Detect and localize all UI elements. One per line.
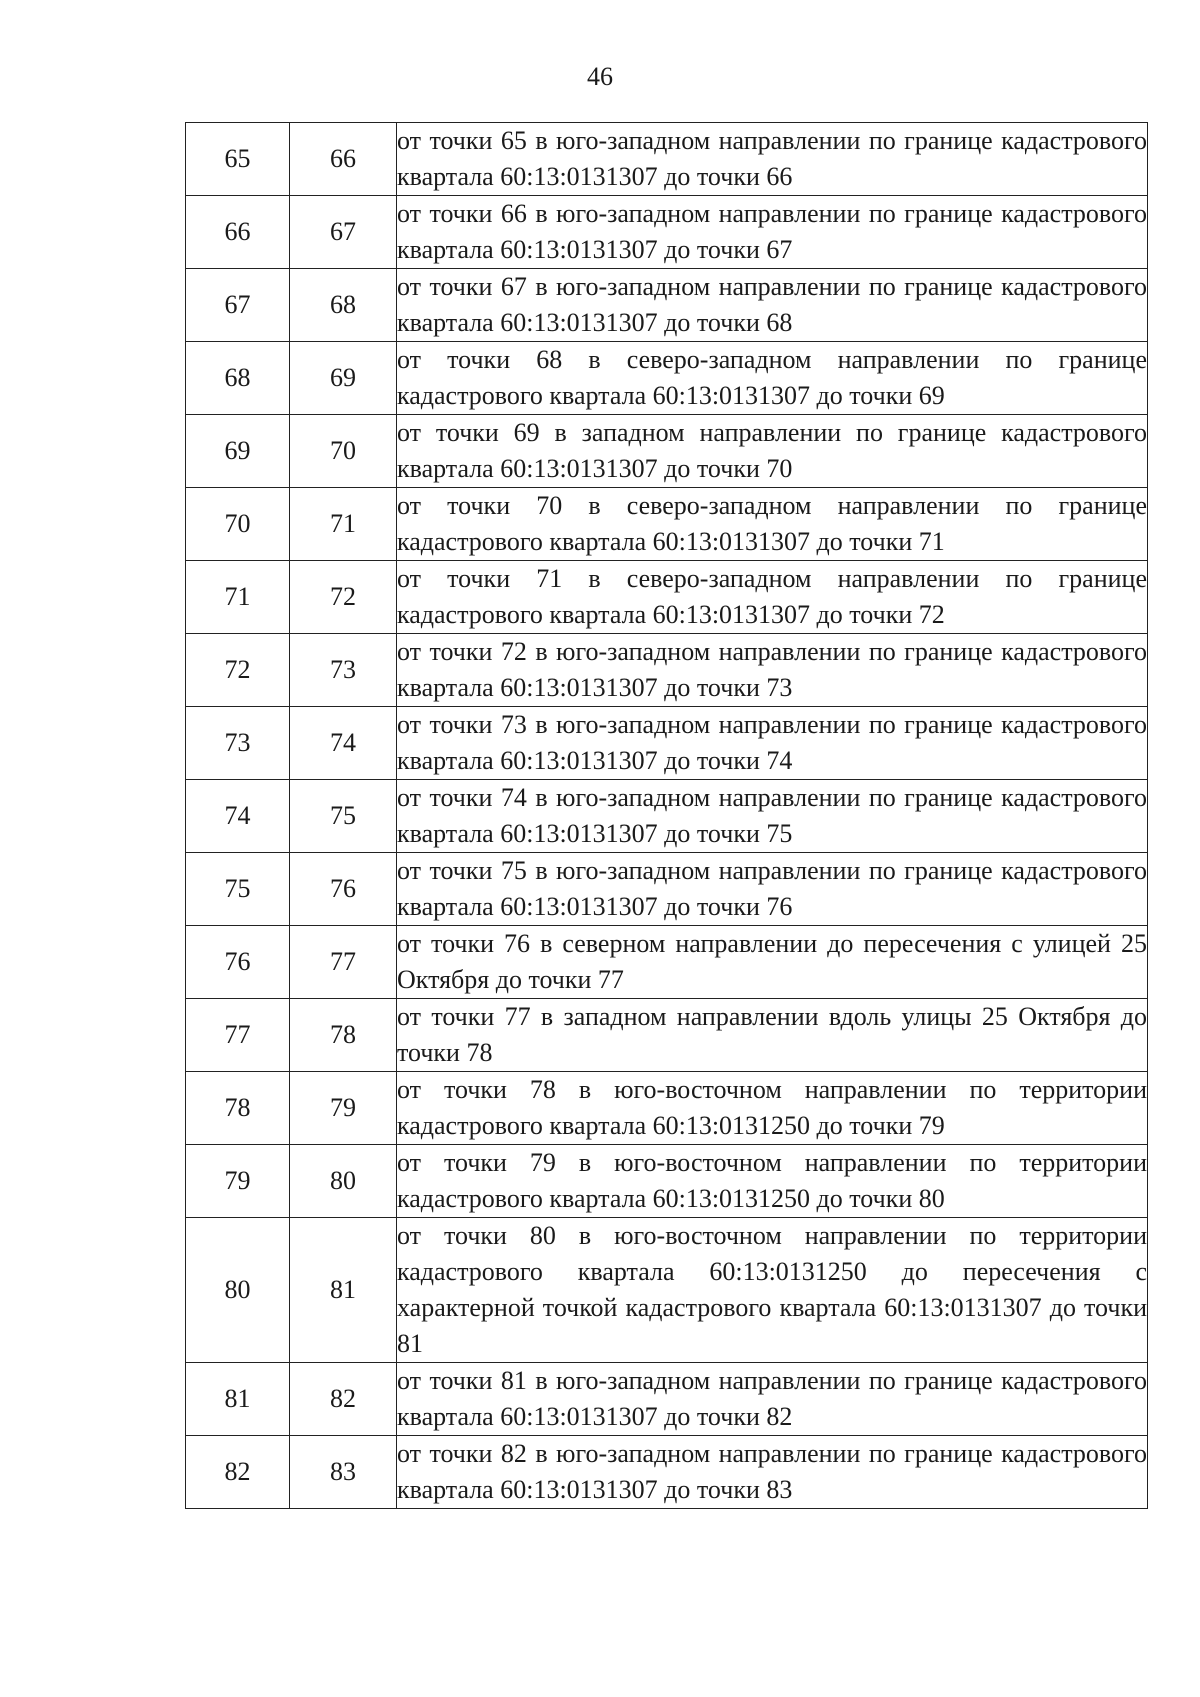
from-point-cell: 68: [186, 342, 290, 415]
description-cell: от точки 74 в юго-западном направлении по границе кадастрового квартала 60:13:0131307 до точки 75: [397, 780, 1148, 853]
to-point-cell: 66: [290, 123, 397, 196]
table-row: [186, 196, 1148, 269]
from-point-cell: 77: [186, 999, 290, 1072]
table-row: [186, 780, 1148, 853]
table-row: [186, 123, 1148, 196]
description-cell: от точки 82 в юго-западном направлении по границе кадастрового квартала 60:13:0131307 до точки 83: [397, 1436, 1148, 1509]
to-point-cell: 73: [290, 634, 397, 707]
description-cell: от точки 70 в северо-западном направлении по границе кадастрового квартала 60:13:0131307 до точки 71: [397, 488, 1148, 561]
description-cell: от точки 81 в юго-западном направлении по границе кадастрового квартала 60:13:0131307 до точки 82: [397, 1363, 1148, 1436]
to-point-cell: 67: [290, 196, 397, 269]
table-row: [186, 342, 1148, 415]
description-cell: от точки 77 в западном направлении вдоль улицы 25 Октября до точки 78: [397, 999, 1148, 1072]
table-row: [186, 926, 1148, 999]
table-row: [186, 561, 1148, 634]
page-number: 46: [587, 62, 613, 91]
to-point-cell: 68: [290, 269, 397, 342]
from-point-cell: 72: [186, 634, 290, 707]
from-point-cell: 70: [186, 488, 290, 561]
to-point-cell: 79: [290, 1072, 397, 1145]
table-row: [186, 1363, 1148, 1436]
description-cell: от точки 79 в юго-восточном направлении по территории кадастрового квартала 60:13:0131250 до точки 80: [397, 1145, 1148, 1218]
description-cell: от точки 73 в юго-западном направлении по границе кадастрового квартала 60:13:0131307 до точки 74: [397, 707, 1148, 780]
to-point-cell: 81: [290, 1218, 397, 1363]
description-cell: от точки 75 в юго-западном направлении по границе кадастрового квартала 60:13:0131307 до точки 76: [397, 853, 1148, 926]
to-point-cell: 76: [290, 853, 397, 926]
description-cell: от точки 72 в юго-западном направлении по границе кадастрового квартала 60:13:0131307 до точки 73: [397, 634, 1148, 707]
from-point-cell: 80: [186, 1218, 290, 1363]
to-point-cell: 69: [290, 342, 397, 415]
from-point-cell: 79: [186, 1145, 290, 1218]
from-point-cell: 75: [186, 853, 290, 926]
description-cell: от точки 66 в юго-западном направлении по границе кадастрового квартала 60:13:0131307 до точки 67: [397, 196, 1148, 269]
table-row: [186, 1145, 1148, 1218]
to-point-cell: 74: [290, 707, 397, 780]
from-point-cell: 82: [186, 1436, 290, 1509]
boundary-description-table: [185, 122, 1148, 1509]
table-row: [186, 853, 1148, 926]
description-cell: от точки 80 в юго-восточном направлении по территории кадастрового квартала 60:13:0131250 до пересечения с характерной точкой кадастрового квартала 60:13:0131307 до точки 81: [397, 1218, 1148, 1363]
from-point-cell: 76: [186, 926, 290, 999]
table-row: [186, 415, 1148, 488]
table-row: [186, 707, 1148, 780]
from-point-cell: 67: [186, 269, 290, 342]
from-point-cell: 65: [186, 123, 290, 196]
to-point-cell: 80: [290, 1145, 397, 1218]
table-row: [186, 1436, 1148, 1509]
to-point-cell: 77: [290, 926, 397, 999]
description-cell: от точки 71 в северо-западном направлении по границе кадастрового квартала 60:13:0131307 до точки 72: [397, 561, 1148, 634]
description-cell: от точки 76 в северном направлении до пересечения с улицей 25 Октября до точки 77: [397, 926, 1148, 999]
table-row: [186, 269, 1148, 342]
to-point-cell: 83: [290, 1436, 397, 1509]
from-point-cell: 66: [186, 196, 290, 269]
description-cell: от точки 78 в юго-восточном направлении по территории кадастрового квартала 60:13:0131250 до точки 79: [397, 1072, 1148, 1145]
description-cell: от точки 69 в западном направлении по границе кадастрового квартала 60:13:0131307 до точки 70: [397, 415, 1148, 488]
to-point-cell: 70: [290, 415, 397, 488]
description-cell: от точки 68 в северо-западном направлении по границе кадастрового квартала 60:13:0131307 до точки 69: [397, 342, 1148, 415]
description-cell: от точки 67 в юго-западном направлении по границе кадастрового квартала 60:13:0131307 до точки 68: [397, 269, 1148, 342]
table-row: [186, 488, 1148, 561]
from-point-cell: 81: [186, 1363, 290, 1436]
to-point-cell: 78: [290, 999, 397, 1072]
to-point-cell: 75: [290, 780, 397, 853]
from-point-cell: 78: [186, 1072, 290, 1145]
table-row: [186, 1072, 1148, 1145]
description-cell: от точки 65 в юго-западном направлении по границе кадастрового квартала 60:13:0131307 до точки 66: [397, 123, 1148, 196]
from-point-cell: 73: [186, 707, 290, 780]
table-row: [186, 999, 1148, 1072]
to-point-cell: 71: [290, 488, 397, 561]
table-row: [186, 634, 1148, 707]
from-point-cell: 74: [186, 780, 290, 853]
to-point-cell: 82: [290, 1363, 397, 1436]
to-point-cell: 72: [290, 561, 397, 634]
from-point-cell: 71: [186, 561, 290, 634]
from-point-cell: 69: [186, 415, 290, 488]
table-row: [186, 1218, 1148, 1363]
